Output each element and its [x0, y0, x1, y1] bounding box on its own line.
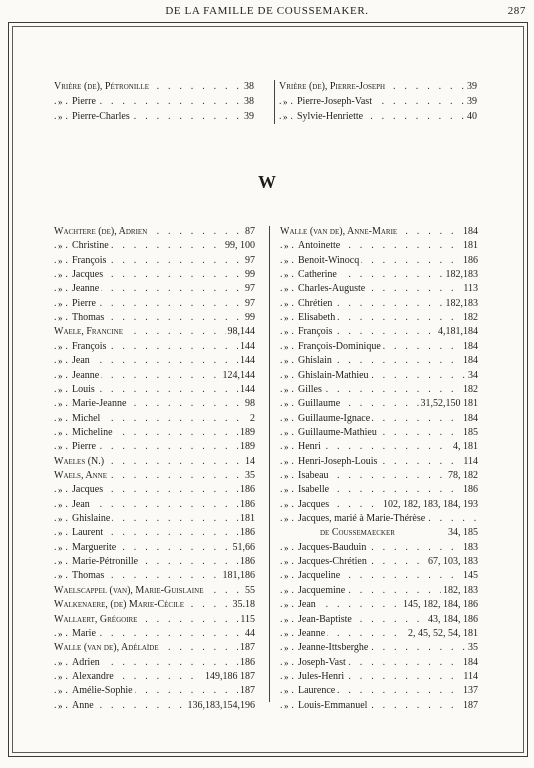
page-reference: 184 [463, 412, 478, 424]
page-reference: 186 [240, 484, 255, 496]
entry-name: Jacques, marié à Marie-Thérèse [298, 513, 426, 524]
index-entry [54, 397, 255, 411]
page-reference: 44 [245, 627, 255, 639]
entry-name: Guillaume-Ignace [298, 412, 371, 424]
page-reference: 78, 182 [448, 469, 478, 481]
ditto-mark: » [58, 112, 63, 123]
page-reference: 67, 103, 183 [428, 556, 478, 567]
index-entry [54, 569, 255, 583]
index-entry [54, 95, 254, 109]
running-head-title: DE LA FAMILLE DE COUSSEMAKER. [165, 5, 369, 17]
ditto-mark: » [58, 241, 63, 252]
entry-name: Pierre [72, 297, 96, 309]
page-reference: 187 [240, 642, 255, 654]
index-entry [54, 541, 255, 555]
entry-name: Vrière (de), Pierre-Joseph [279, 81, 386, 92]
entry-name: Marie [72, 627, 96, 639]
entry-name: Michel [72, 412, 101, 424]
page-reference: 145, 182, 184, 186 [403, 599, 478, 611]
page-reference: 182,183 [445, 297, 478, 309]
index-entry [280, 469, 478, 483]
entry-name: Jacqueline [298, 570, 341, 582]
index-entry [54, 584, 255, 598]
page-reference: 186 [463, 484, 478, 496]
entry-name: Ghislain [298, 355, 332, 367]
index-entry [54, 526, 255, 540]
entry-name: Jean [298, 599, 316, 611]
ditto-mark: » [284, 671, 289, 682]
page-reference: 149,186 187 [205, 670, 255, 682]
index-entry [54, 239, 255, 253]
page-reference: 184 [463, 340, 478, 352]
entry-name: Thomas [72, 312, 105, 324]
ditto-mark: » [284, 542, 289, 553]
entry-name: Elisabeth [298, 312, 336, 324]
entry-name: Antoinette [298, 240, 341, 252]
page-reference: 43, 184, 186 [428, 613, 478, 625]
entry-name: Catherine [298, 269, 337, 281]
page-reference: 184 [463, 226, 478, 237]
index-entry [280, 512, 478, 526]
entry-name: Wallaert, Grégoire [54, 613, 138, 625]
page-reference: 40 [467, 111, 477, 123]
entry-name: Jeanne [298, 627, 326, 639]
index-entry [280, 627, 478, 641]
index-entry [54, 440, 255, 454]
ditto-mark: » [58, 284, 63, 295]
index-entry [54, 354, 255, 368]
entry-name: Jacques [72, 484, 104, 496]
entry-name: Jeanne [72, 283, 100, 295]
ditto-mark: » [284, 313, 289, 324]
ditto-mark: » [58, 628, 63, 639]
index-entry [280, 455, 478, 469]
entry-name: Louis-Emmanuel [298, 699, 368, 711]
index-entry [280, 325, 478, 339]
entry-name: Alexandre [72, 670, 114, 682]
index-entry [54, 412, 255, 426]
page-reference: 39 [467, 81, 477, 92]
page-reference: 186 [240, 656, 255, 668]
page-reference: 35 [245, 469, 255, 481]
entry-name: Jeanne [72, 369, 100, 381]
index-entry [54, 426, 255, 440]
ditto-mark: » [58, 255, 63, 266]
entry-name: Sylvie-Henriette [297, 111, 364, 123]
index-entry [280, 584, 478, 598]
index-entry [54, 641, 255, 655]
ditto-mark: » [58, 370, 63, 381]
index-entry [280, 555, 478, 569]
ditto-mark: » [284, 456, 289, 467]
entry-name: Jacques-Chrétien [298, 556, 367, 567]
index-entry [280, 641, 478, 655]
page-reference: 144 [240, 383, 255, 395]
entry-name: Waele, Francine [54, 326, 123, 338]
ditto-mark: » [284, 356, 289, 367]
index-entry [54, 483, 255, 497]
entry-name: Ghislain-Mathieu [298, 369, 369, 381]
ditto-mark: » [58, 341, 63, 352]
entry-name: Benoit-Winocq [298, 254, 360, 266]
ditto-mark: » [58, 571, 63, 582]
page-reference: 38 [244, 96, 254, 108]
entry-name: François [298, 326, 333, 338]
ditto-mark: » [58, 427, 63, 438]
entry-name: Jeanne-Ittsberghe [298, 642, 369, 654]
entry-name: Louis [72, 383, 95, 395]
ditto-mark: » [58, 356, 63, 367]
page-reference: 185 [463, 426, 478, 438]
entry-name: Gilles [298, 383, 322, 395]
ditto-mark: » [284, 341, 289, 352]
page-number: 287 [507, 5, 526, 17]
page-reference: 145 [463, 570, 478, 582]
index-entry [280, 613, 478, 627]
ditto-mark: » [284, 571, 289, 582]
page-reference: 189 [240, 441, 255, 453]
index-entry [54, 656, 255, 670]
page-reference: 34 [468, 369, 478, 381]
index-entry [279, 110, 477, 124]
ditto-mark: » [58, 557, 63, 567]
page-reference: 187 [463, 699, 478, 711]
entry-name: Waeles (N.) [54, 455, 105, 467]
ditto-mark: » [58, 499, 63, 510]
index-entry [280, 225, 478, 239]
column-divider-w [269, 226, 270, 702]
entry-name: Henri-Joseph-Louis [298, 455, 378, 467]
entry-name: Chrétien [298, 297, 333, 309]
page-reference: 97 [245, 297, 255, 309]
index-entry [279, 80, 477, 94]
ditto-mark: » [58, 542, 63, 553]
index-entry [54, 684, 255, 698]
page-reference: 114 [463, 670, 478, 682]
entry-name: Wachtere (de), Adrien [54, 226, 148, 237]
page-reference: 2, 45, 52, 54, 181 [408, 627, 478, 639]
entry-name: Micheline [72, 426, 113, 438]
index-entry [280, 526, 478, 540]
index-entry [280, 569, 478, 583]
index-entry [280, 656, 478, 670]
ditto-mark: » [283, 112, 288, 123]
page-reference: 181,186 [222, 570, 255, 582]
entry-name: Amélie-Sophie [72, 685, 133, 697]
entry-name: Christine [72, 240, 109, 252]
ditto-mark: » [283, 97, 288, 108]
ditto-mark: » [284, 686, 289, 697]
ditto-mark: » [58, 413, 63, 424]
index-entry [54, 311, 255, 325]
index-entry [54, 340, 255, 354]
page-reference: 182 [463, 312, 478, 324]
entry-name: Walkenaere, (de) Marie-Cécile [54, 599, 184, 611]
entry-name: Marie-Jeanne [72, 398, 127, 410]
page-reference: 98 [245, 398, 255, 410]
entry-name: Ghislaine [72, 513, 111, 524]
page-reference: 102, 182, 183, 184, 193 [383, 498, 478, 510]
index-entry [280, 282, 478, 296]
ditto-mark: » [284, 557, 289, 567]
entry-name: Joseph-Vast [298, 656, 346, 668]
column-divider-top [274, 80, 275, 124]
index-entry [279, 95, 477, 109]
entry-name: Jean [72, 355, 90, 367]
ditto-mark: » [284, 514, 289, 524]
entry-name: Jean-Baptiste [298, 613, 352, 625]
index-entry [280, 239, 478, 253]
index-entry [54, 455, 255, 469]
page-reference: 39 [244, 111, 254, 123]
ditto-mark: » [58, 485, 63, 496]
ditto-mark: » [284, 585, 289, 596]
page-reference: 113 [463, 283, 478, 295]
index-entry [280, 498, 478, 512]
ditto-mark: » [284, 499, 289, 510]
entry-name: Anne [72, 699, 94, 711]
ditto-mark: » [284, 284, 289, 295]
page-reference: 97 [245, 283, 255, 295]
page-reference: 189 [240, 426, 255, 438]
page-reference: 2 [250, 412, 255, 424]
page-reference: 181 [240, 513, 255, 524]
ditto-mark: » [58, 442, 63, 453]
entry-name: Pierre [72, 96, 96, 108]
page-reference: 34, 185 [448, 527, 478, 539]
page-reference: 144 [240, 340, 255, 352]
page-reference: 186 [463, 254, 478, 266]
page-reference: 182 [463, 383, 478, 395]
entry-name: Pierre [72, 441, 96, 453]
entry-name: Vrière (de), Pétronille [54, 81, 149, 92]
ditto-mark: » [284, 413, 289, 424]
entry-name: Waelscappel (van), Marie-Guislaine [54, 584, 204, 596]
entry-name: Marie-Pétronille [72, 556, 139, 567]
entry-name: Laurent [72, 527, 104, 539]
page-reference: 98,144 [227, 326, 255, 338]
index-entry [54, 80, 254, 94]
page-reference: 184 [463, 656, 478, 668]
page-reference: 184 [463, 355, 478, 367]
ditto-mark: » [58, 514, 63, 524]
index-entry [54, 699, 255, 713]
ditto-mark: » [284, 298, 289, 309]
ditto-mark: » [58, 686, 63, 697]
page-reference: 35 [468, 642, 478, 654]
page-reference: 4,181,184 [438, 326, 478, 338]
entry-name: Pierre-Joseph-Vast [297, 96, 372, 108]
page-reference: 38 [244, 81, 254, 92]
entry-name: Thomas [72, 570, 105, 582]
index-entry [54, 369, 255, 383]
entry-name: Walle (van de), Anne-Marie [280, 226, 398, 237]
index-entry [280, 440, 478, 454]
page-reference: 187 [240, 685, 255, 697]
ditto-mark: » [284, 370, 289, 381]
ditto-mark: » [58, 97, 63, 108]
page-reference: 124,144 [222, 369, 255, 381]
entry-name: Jacques-Bauduin [298, 541, 367, 553]
ditto-mark: » [284, 600, 289, 611]
ditto-mark: » [58, 270, 63, 281]
page-reference: 51,66 [232, 541, 255, 553]
page-reference: 114 [463, 455, 478, 467]
page-reference: 186 [240, 498, 255, 510]
ditto-mark: » [284, 399, 289, 410]
entry-name: Jacques [298, 498, 330, 510]
index-entry [54, 613, 255, 627]
index-entry [54, 555, 255, 569]
entry-name: Henri [298, 441, 321, 453]
ditto-mark: » [58, 671, 63, 682]
ditto-mark: » [284, 614, 289, 625]
entry-name: Charles-Auguste [298, 283, 366, 295]
index-entry [280, 541, 478, 555]
page-reference: 115 [240, 613, 255, 625]
ditto-mark: » [284, 700, 289, 711]
page-reference: 99 [245, 312, 255, 324]
ditto-mark: » [284, 442, 289, 453]
ditto-mark: » [284, 427, 289, 438]
ditto-mark: » [284, 470, 289, 481]
entry-name: de Coussemaecker [320, 527, 395, 539]
entry-name: Laurence [298, 685, 336, 697]
page-reference: 55 [245, 584, 255, 596]
entry-name: Jean [72, 498, 90, 510]
ditto-mark: » [284, 628, 289, 639]
ditto-mark: » [58, 298, 63, 309]
page-reference: 183 [463, 541, 478, 553]
ditto-mark: » [284, 255, 289, 266]
page-reference: 182,183 [445, 269, 478, 281]
index-entry [54, 670, 255, 684]
page-reference: 35.18 [232, 599, 255, 611]
index-entry [280, 426, 478, 440]
index-entry [280, 397, 478, 411]
entry-name: Isabeau [298, 469, 329, 481]
index-entry [280, 699, 478, 713]
index-entry [54, 254, 255, 268]
index-entry [280, 268, 478, 282]
page-reference: 186 [240, 556, 255, 567]
index-entry [54, 225, 255, 239]
index-entry [54, 297, 255, 311]
section-letter: W [258, 172, 276, 192]
index-entry [280, 684, 478, 698]
index-entry [280, 383, 478, 397]
index-entry [280, 254, 478, 268]
index-entry [280, 369, 478, 383]
page-reference: 186 [240, 527, 255, 539]
index-entry [54, 469, 255, 483]
index-entry [280, 340, 478, 354]
page-reference: 14 [245, 455, 255, 467]
page-reference: 144 [240, 355, 255, 367]
ditto-mark: » [58, 313, 63, 324]
entry-name: Guillaume-Mathieu [298, 426, 377, 438]
page-reference: 87 [245, 226, 255, 237]
page-reference: 31,52,150 181 [420, 398, 478, 410]
page-reference: 39 [467, 96, 477, 108]
index-entry [280, 412, 478, 426]
entry-name: François [72, 254, 107, 266]
entry-name: Pierre-Charles [72, 111, 130, 123]
ditto-mark: » [284, 270, 289, 281]
ditto-mark: » [58, 384, 63, 395]
page-reference: 99, 100 [225, 240, 255, 252]
page-reference: 4, 181 [453, 441, 478, 453]
index-entry [54, 627, 255, 641]
index-entry [54, 268, 255, 282]
index-entry [54, 512, 255, 526]
index-entry [280, 598, 478, 612]
entry-name: François [72, 340, 107, 352]
entry-name: Jacques [72, 269, 104, 281]
ditto-mark: » [58, 700, 63, 711]
ditto-mark: » [284, 384, 289, 395]
index-entry [280, 483, 478, 497]
index-entry [54, 282, 255, 296]
index-entry [280, 670, 478, 684]
page-reference: 136,183,154,196 [187, 699, 255, 711]
page-reference: 99 [245, 269, 255, 281]
page-reference: 137 [463, 685, 478, 697]
index-entry [54, 498, 255, 512]
index-entry [280, 354, 478, 368]
page-reference: 97 [245, 254, 255, 266]
ditto-mark: » [284, 485, 289, 496]
ditto-mark: » [58, 399, 63, 410]
ditto-mark: » [58, 657, 63, 668]
entry-name: Marguerite [72, 541, 117, 553]
index-entry [280, 297, 478, 311]
page-reference: 182, 183 [443, 584, 478, 596]
index-entry [54, 325, 255, 339]
entry-name: Adrien [72, 656, 100, 668]
running-head [0, 3, 534, 19]
entry-name: François-Dominique [298, 340, 381, 352]
ditto-mark: » [284, 327, 289, 338]
ditto-mark: » [284, 643, 289, 654]
page-reference: 181 [463, 240, 478, 252]
entry-name: Jacquemine [298, 584, 346, 596]
entry-name: Walle (van de), Adélaïde [54, 642, 159, 654]
ditto-mark: » [284, 241, 289, 252]
index-entry [280, 311, 478, 325]
index-entry [54, 383, 255, 397]
ditto-mark: » [58, 528, 63, 539]
entry-name: Waels, Anne [54, 469, 107, 481]
ditto-mark: » [284, 657, 289, 668]
entry-name: Jules-Henri [298, 670, 345, 682]
index-entry [54, 110, 254, 124]
index-entry [54, 598, 255, 612]
entry-name: Guillaume [298, 398, 341, 410]
entry-name: Isabelle [298, 484, 330, 496]
